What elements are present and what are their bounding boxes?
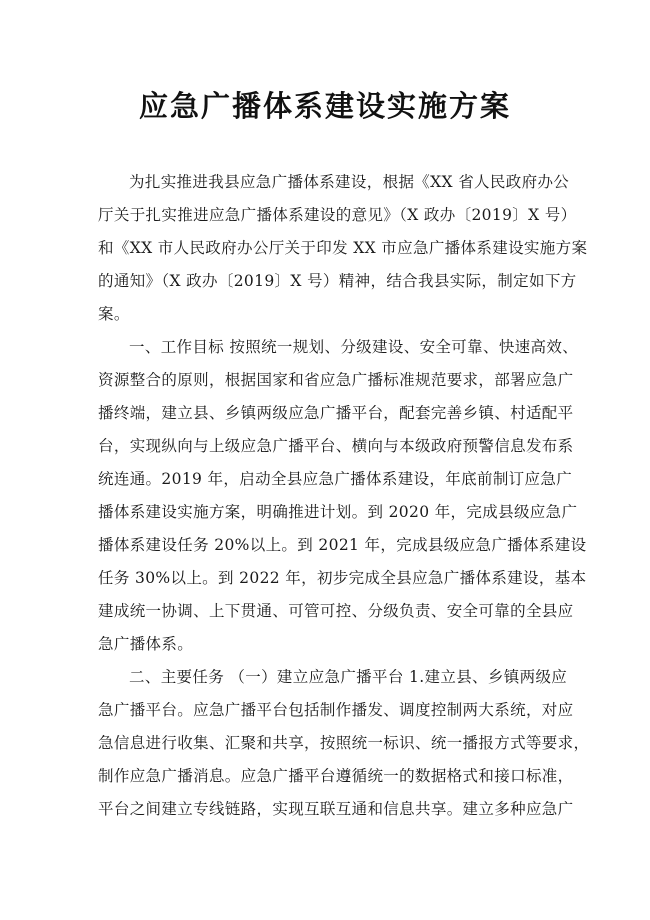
- paragraph-work-goals: [98, 331, 587, 661]
- text-line: 播体系建设任务 20%以上。到 2021 年，完成县级应急广播体系建设: [98, 536, 587, 554]
- text-line: 建成统一协调、上下贯通、可管可控、分级负责、安全可靠的全县应: [98, 602, 574, 620]
- paragraph-intro: [98, 166, 588, 331]
- text-line: 的通知》（X 政办〔2019〕X 号）精神，结合我县实际，制定如下方: [98, 272, 577, 290]
- text-line: 一、工作目标 按照统一规划、分级建设、安全可靠、快速高效、: [129, 338, 579, 356]
- text-line: 播体系建设实施方案，明确推进计划。到 2020 年，完成县级应急广: [98, 503, 578, 521]
- text-line: 制作应急广播消息。应急广播平台遵循统一的数据格式和接口标准，: [98, 767, 574, 785]
- text-line: 急广播平台。应急广播平台包括制作播发、调度控制两大系统，对应: [98, 701, 574, 719]
- text-line: 任务 30%以上。到 2022 年，初步完成全县应急广播体系建设，基本: [98, 569, 587, 587]
- text-line: 统连通。2019 年，启动全县应急广播体系建设，年底前制订应急广: [98, 470, 573, 488]
- text-line: 平台之间建立专线链路，实现互联互通和信息共享。建立多种应急广: [98, 800, 574, 818]
- document-title: 应急广播体系建设实施方案: [138, 89, 511, 123]
- text-line: 台，实现纵向与上级应急广播平台、横向与本级政府预警信息发布系: [98, 437, 574, 455]
- text-line: 急信息进行收集、汇聚和共享，按照统一标识、统一播报方式等要求，: [98, 734, 590, 752]
- text-line: 资源整合的原则，根据国家和省应急广播标准规范要求，部署应急广: [98, 371, 574, 389]
- text-line: 厅关于扎实推进应急广播体系建设的意见》（X 政办〔2019〕X 号）: [98, 206, 577, 224]
- document-body: [98, 166, 590, 826]
- text-line: 播终端，建立县、乡镇两级应急广播平台，配套完善乡镇、村适配平: [98, 404, 574, 422]
- text-line: 案。: [98, 305, 130, 323]
- text-line: 二、主要任务 （一）建立应急广播平台 1.建立县、乡镇两级应: [129, 668, 568, 686]
- paragraph-main-tasks: [98, 661, 590, 826]
- text-line: 急广播体系。: [98, 635, 194, 653]
- text-line: 和《XX 市人民政府办公厅关于印发 XX 市应急广播体系建设实施方案: [98, 239, 588, 257]
- text-line: 为扎实推进我县应急广播体系建设，根据《XX 省人民政府办公: [129, 173, 570, 191]
